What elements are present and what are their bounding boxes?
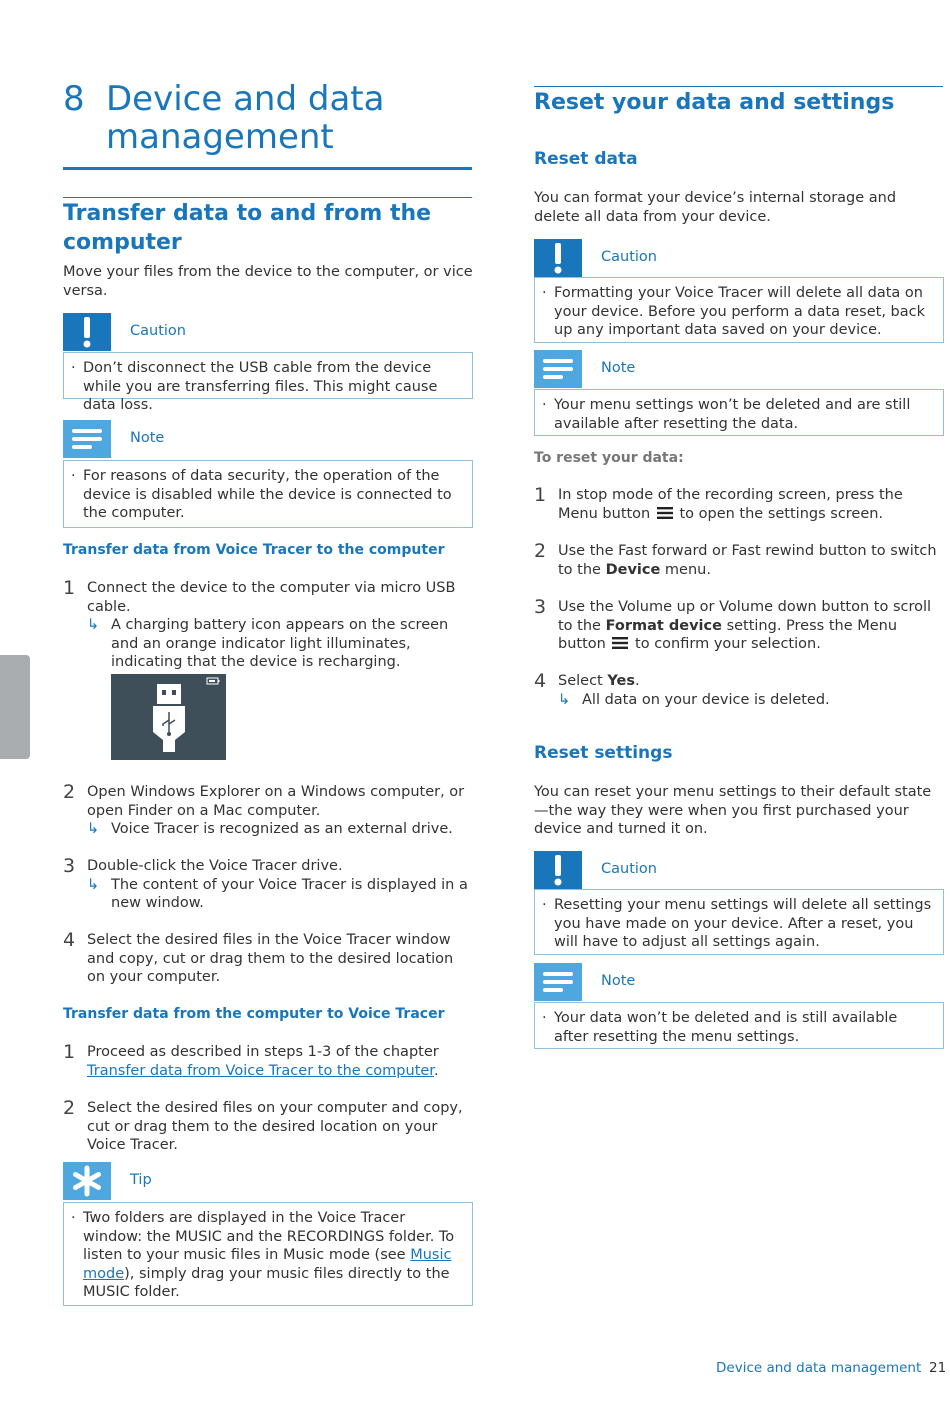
note-header (63, 420, 473, 458)
exclamation-icon (534, 851, 582, 889)
footer-section: Device and data management (716, 1360, 922, 1376)
menu-icon (612, 637, 628, 649)
procedure-heading: To reset your data: (534, 450, 684, 466)
step-item: 4 Select the desired files in the Voice Tracer window and copy, cut or drag them to the desired location on your computer. (63, 929, 454, 985)
reset-settings-title: Reset settings (534, 743, 673, 763)
subsection-title: Transfer data from Voice Tracer to the computer (63, 542, 445, 558)
chapter-title (63, 80, 473, 156)
chapter-rule (63, 167, 472, 170)
caution-box: · Don’t disconnect the USB cable from the device while you are transferring files. This might cause data loss. (63, 352, 473, 399)
exclamation-icon (63, 313, 111, 351)
step-result: ↳ A charging battery icon appears on the screen and an orange indicator light illuminates, indicating that the device is recharging. (87, 617, 449, 670)
step-item: 1 Connect the device to the computer via micro USB cable. ↳ A charging battery icon appears on the screen and an orange indicator light illuminates, indicating that the device is recharging. (63, 579, 473, 672)
tip-header (63, 1162, 473, 1200)
subsection-title: Transfer data from the computer to Voice Tracer (63, 1006, 445, 1022)
chapter-title-text: Device and data management (106, 79, 385, 157)
transfer-intro: Move your files from the device to the computer, or vice versa. (63, 264, 473, 299)
section-rule (63, 197, 472, 198)
note-lines-icon (534, 350, 582, 388)
caution-label: Caution (130, 323, 186, 339)
usb-icon (111, 674, 226, 760)
result-arrow-icon: ↳ (87, 617, 100, 633)
caution-header (63, 313, 473, 351)
step-result: ↳ Voice Tracer is recognized as an external drive. (87, 821, 453, 837)
caution-box: · Resetting your menu settings will delete all settings you have made on your device. After a reset, you will have to adjust all settings again. (534, 889, 944, 955)
step-item: 4 Select Yes. ↳ All data on your device is deleted. (534, 672, 944, 709)
result-arrow-icon: ↳ (87, 876, 100, 893)
cross-reference-link[interactable]: Transfer data from Voice Tracer to the computer (87, 1062, 434, 1079)
chapter-number: 8 (63, 79, 85, 119)
section-rule (534, 86, 943, 87)
reset-section-title: Reset your data and settings (534, 90, 895, 115)
chapter-side-tab (0, 655, 30, 759)
note-label: Note (130, 430, 165, 446)
caution-header: Caution (534, 851, 944, 889)
tip-label: Tip (130, 1172, 152, 1188)
note-lines-icon (534, 963, 582, 1001)
step-item: 2 Open Windows Explorer on a Windows computer, or open Finder on a Mac computer. ↳ Voice Tracer is recognized as an external drive. (63, 783, 473, 839)
reset-data-title: Reset data (534, 149, 638, 169)
note-box: · Your menu settings won’t be deleted and are still available after resetting the data. (534, 389, 944, 436)
device-screen-illustration (111, 674, 226, 760)
result-arrow-icon: ↳ (558, 691, 571, 708)
exclamation-icon (534, 239, 582, 277)
music-mode-link[interactable]: Music mode (83, 1247, 452, 1282)
step-item: 2 Use the Fast forward or Fast rewind button to switch to the Device menu. (534, 540, 937, 578)
caution-header: Caution (534, 239, 944, 277)
menu-icon (657, 507, 673, 519)
result-arrow-icon: ↳ (87, 821, 100, 837)
step-item: 2 Select the desired files on your computer and copy, cut or drag them to the desired location on your Voice Tracer. (63, 1097, 463, 1153)
page-number: 21 (929, 1360, 947, 1376)
note-box: · Your data won’t be deleted and is still available after resetting the menu settings. (534, 1002, 944, 1049)
note-box: · For reasons of data security, the operation of the device is disabled while the device is connected to the computer. (63, 460, 473, 528)
step-item: 1 In stop mode of the recording screen, press the Menu button to open the settings screen. (534, 484, 903, 522)
step-item: 3 Use the Volume up or Volume down button to scroll to the Format device setting. Press the Menu button to confirm your selection. (534, 596, 932, 652)
note-lines-icon (63, 420, 111, 458)
note-text: For reasons of data security, the operation of the device is disabled while the device is connected to the computer. (83, 468, 452, 521)
caution-text: Don’t disconnect the USB cable from the device while you are transferring files. This might cause data loss. (83, 360, 438, 413)
reset-data-intro: You can format your device’s internal storage and delete all data from your device. (534, 190, 897, 225)
note-header: Note (534, 963, 944, 1001)
transfer-section-title: Transfer data to and from the computer (63, 201, 432, 255)
step-result: ↳ All data on your device is deleted. (558, 691, 830, 708)
caution-box: · Formatting your Voice Tracer will delete all data on your device. Before you perform a data reset, back up any important data saved on your device. (534, 277, 944, 343)
asterisk-icon (63, 1162, 111, 1200)
reset-settings-intro: You can reset your menu settings to their default state—the way they were when you first purchased your device and turned it on. (534, 784, 932, 837)
step-item: 3 Double-click the Voice Tracer drive. ↳ The content of your Voice Tracer is displayed in a new window. (63, 857, 473, 913)
tip-box: · Two folders are displayed in the Voice Tracer window: the MUSIC and the RECORDINGS folder. To listen to your music files in Music mode (see Music mode), simply drag your music files directly to the MUSIC folder. (63, 1202, 473, 1306)
step-result: ↳ The content of your Voice Tracer is displayed in a new window. (87, 876, 468, 911)
note-header: Note (534, 350, 944, 388)
step-item: 1 Proceed as described in steps 1-3 of the chapter Transfer data from Voice Tracer to the computer. (63, 1041, 439, 1079)
